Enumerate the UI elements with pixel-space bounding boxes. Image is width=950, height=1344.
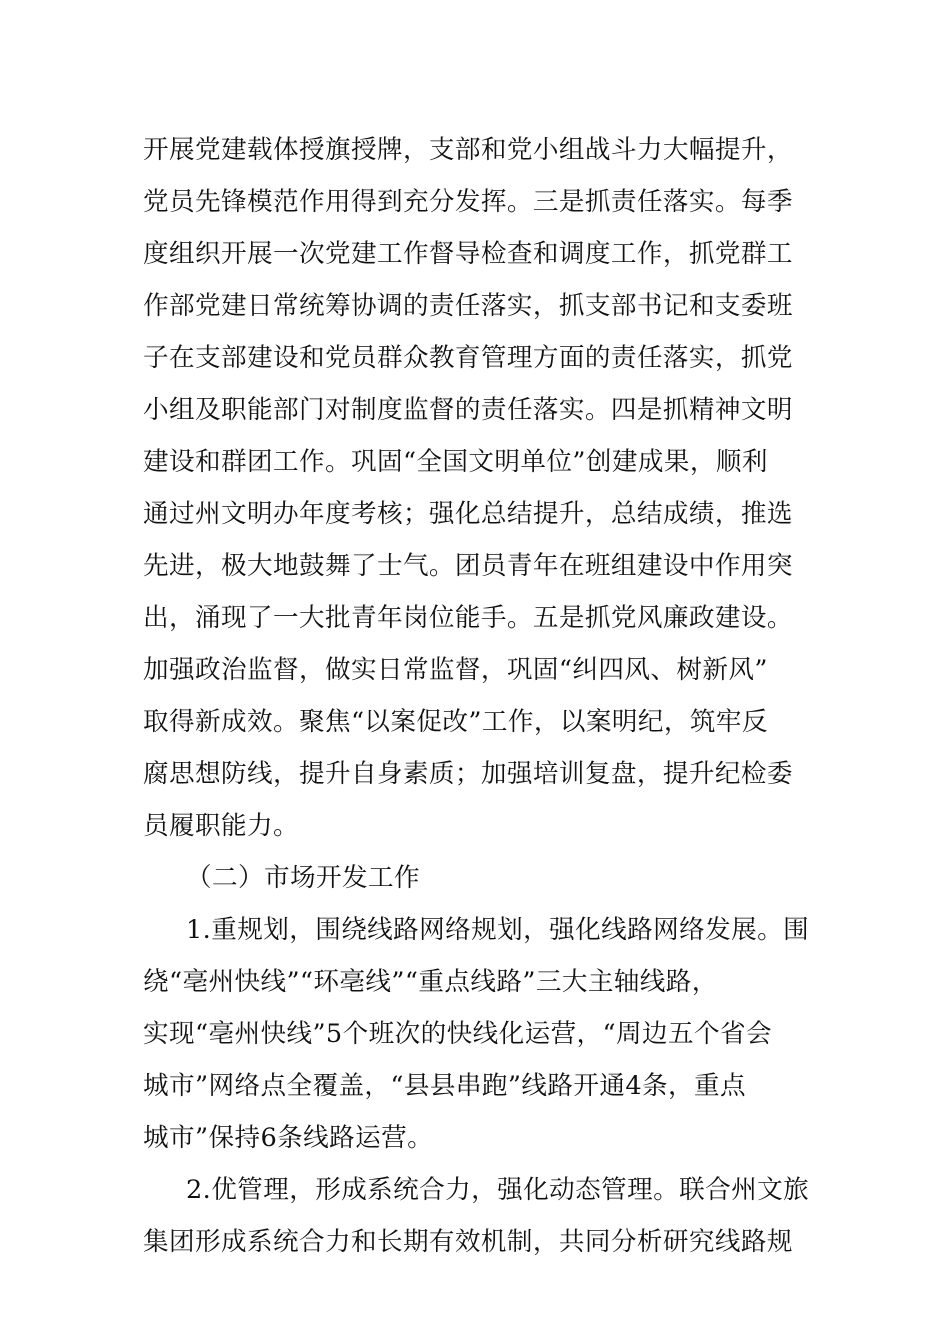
text-line: 小组及职能部门对制度监督的责任落实。四是抓精神文明	[143, 395, 793, 425]
text-line: 建设和群团工作。巩固“全国文明单位”创建成果，顺利	[143, 447, 768, 477]
section-heading: （二）市场开发工作	[186, 863, 420, 893]
text-line: 实现“亳州快线”5个班次的快线化运营，“周边五个省会	[143, 1019, 772, 1049]
text-line: 子在支部建设和党员群众教育管理方面的责任落实，抓党	[143, 343, 793, 373]
text-line: 加强政治监督，做实日常监督，巩固“纠四风、树新风”	[143, 655, 768, 685]
text-line: 取得新成效。聚焦“以案促改”工作，以案明纪，筑牢反	[143, 707, 768, 737]
text-line: 1.重规划，围绕线路网络规划，强化线路网络发展。围	[186, 915, 810, 945]
text-line: 度组织开展一次党建工作督导检查和调度工作，抓党群工	[143, 239, 793, 269]
text-line: 党员先锋模范作用得到充分发挥。三是抓责任落实。每季	[143, 187, 793, 217]
text-line: 集团形成系统合力和长期有效机制，共同分析研究线路规	[143, 1227, 793, 1257]
text-line: 出，涌现了一大批青年岗位能手。五是抓党风廉政建设。	[143, 603, 793, 633]
text-line: 腐思想防线，提升自身素质；加强培训复盘，提升纪检委	[143, 759, 793, 789]
text-line: 城市”网络点全覆盖，“县县串跑”线路开通4条，重点	[143, 1071, 747, 1101]
text-line: 作部党建日常统筹协调的责任落实，抓支部书记和支委班	[143, 291, 793, 321]
text-line: 先进，极大地鼓舞了士气。团员青年在班组建设中作用突	[143, 551, 793, 581]
text-line: 绕“亳州快线”“环亳线”“重点线路”三大主轴线路，	[143, 967, 718, 997]
text-line: 员履职能力。	[143, 811, 299, 841]
text-line: 2.优管理，形成系统合力，强化动态管理。联合州文旅	[186, 1175, 810, 1205]
text-line: 开展党建载体授旗授牌，支部和党小组战斗力大幅提升，	[143, 135, 793, 165]
text-line: 城市”保持6条线路运营。	[143, 1123, 434, 1153]
text-line: 通过州文明办年度考核；强化总结提升，总结成绩，推选	[143, 499, 793, 529]
